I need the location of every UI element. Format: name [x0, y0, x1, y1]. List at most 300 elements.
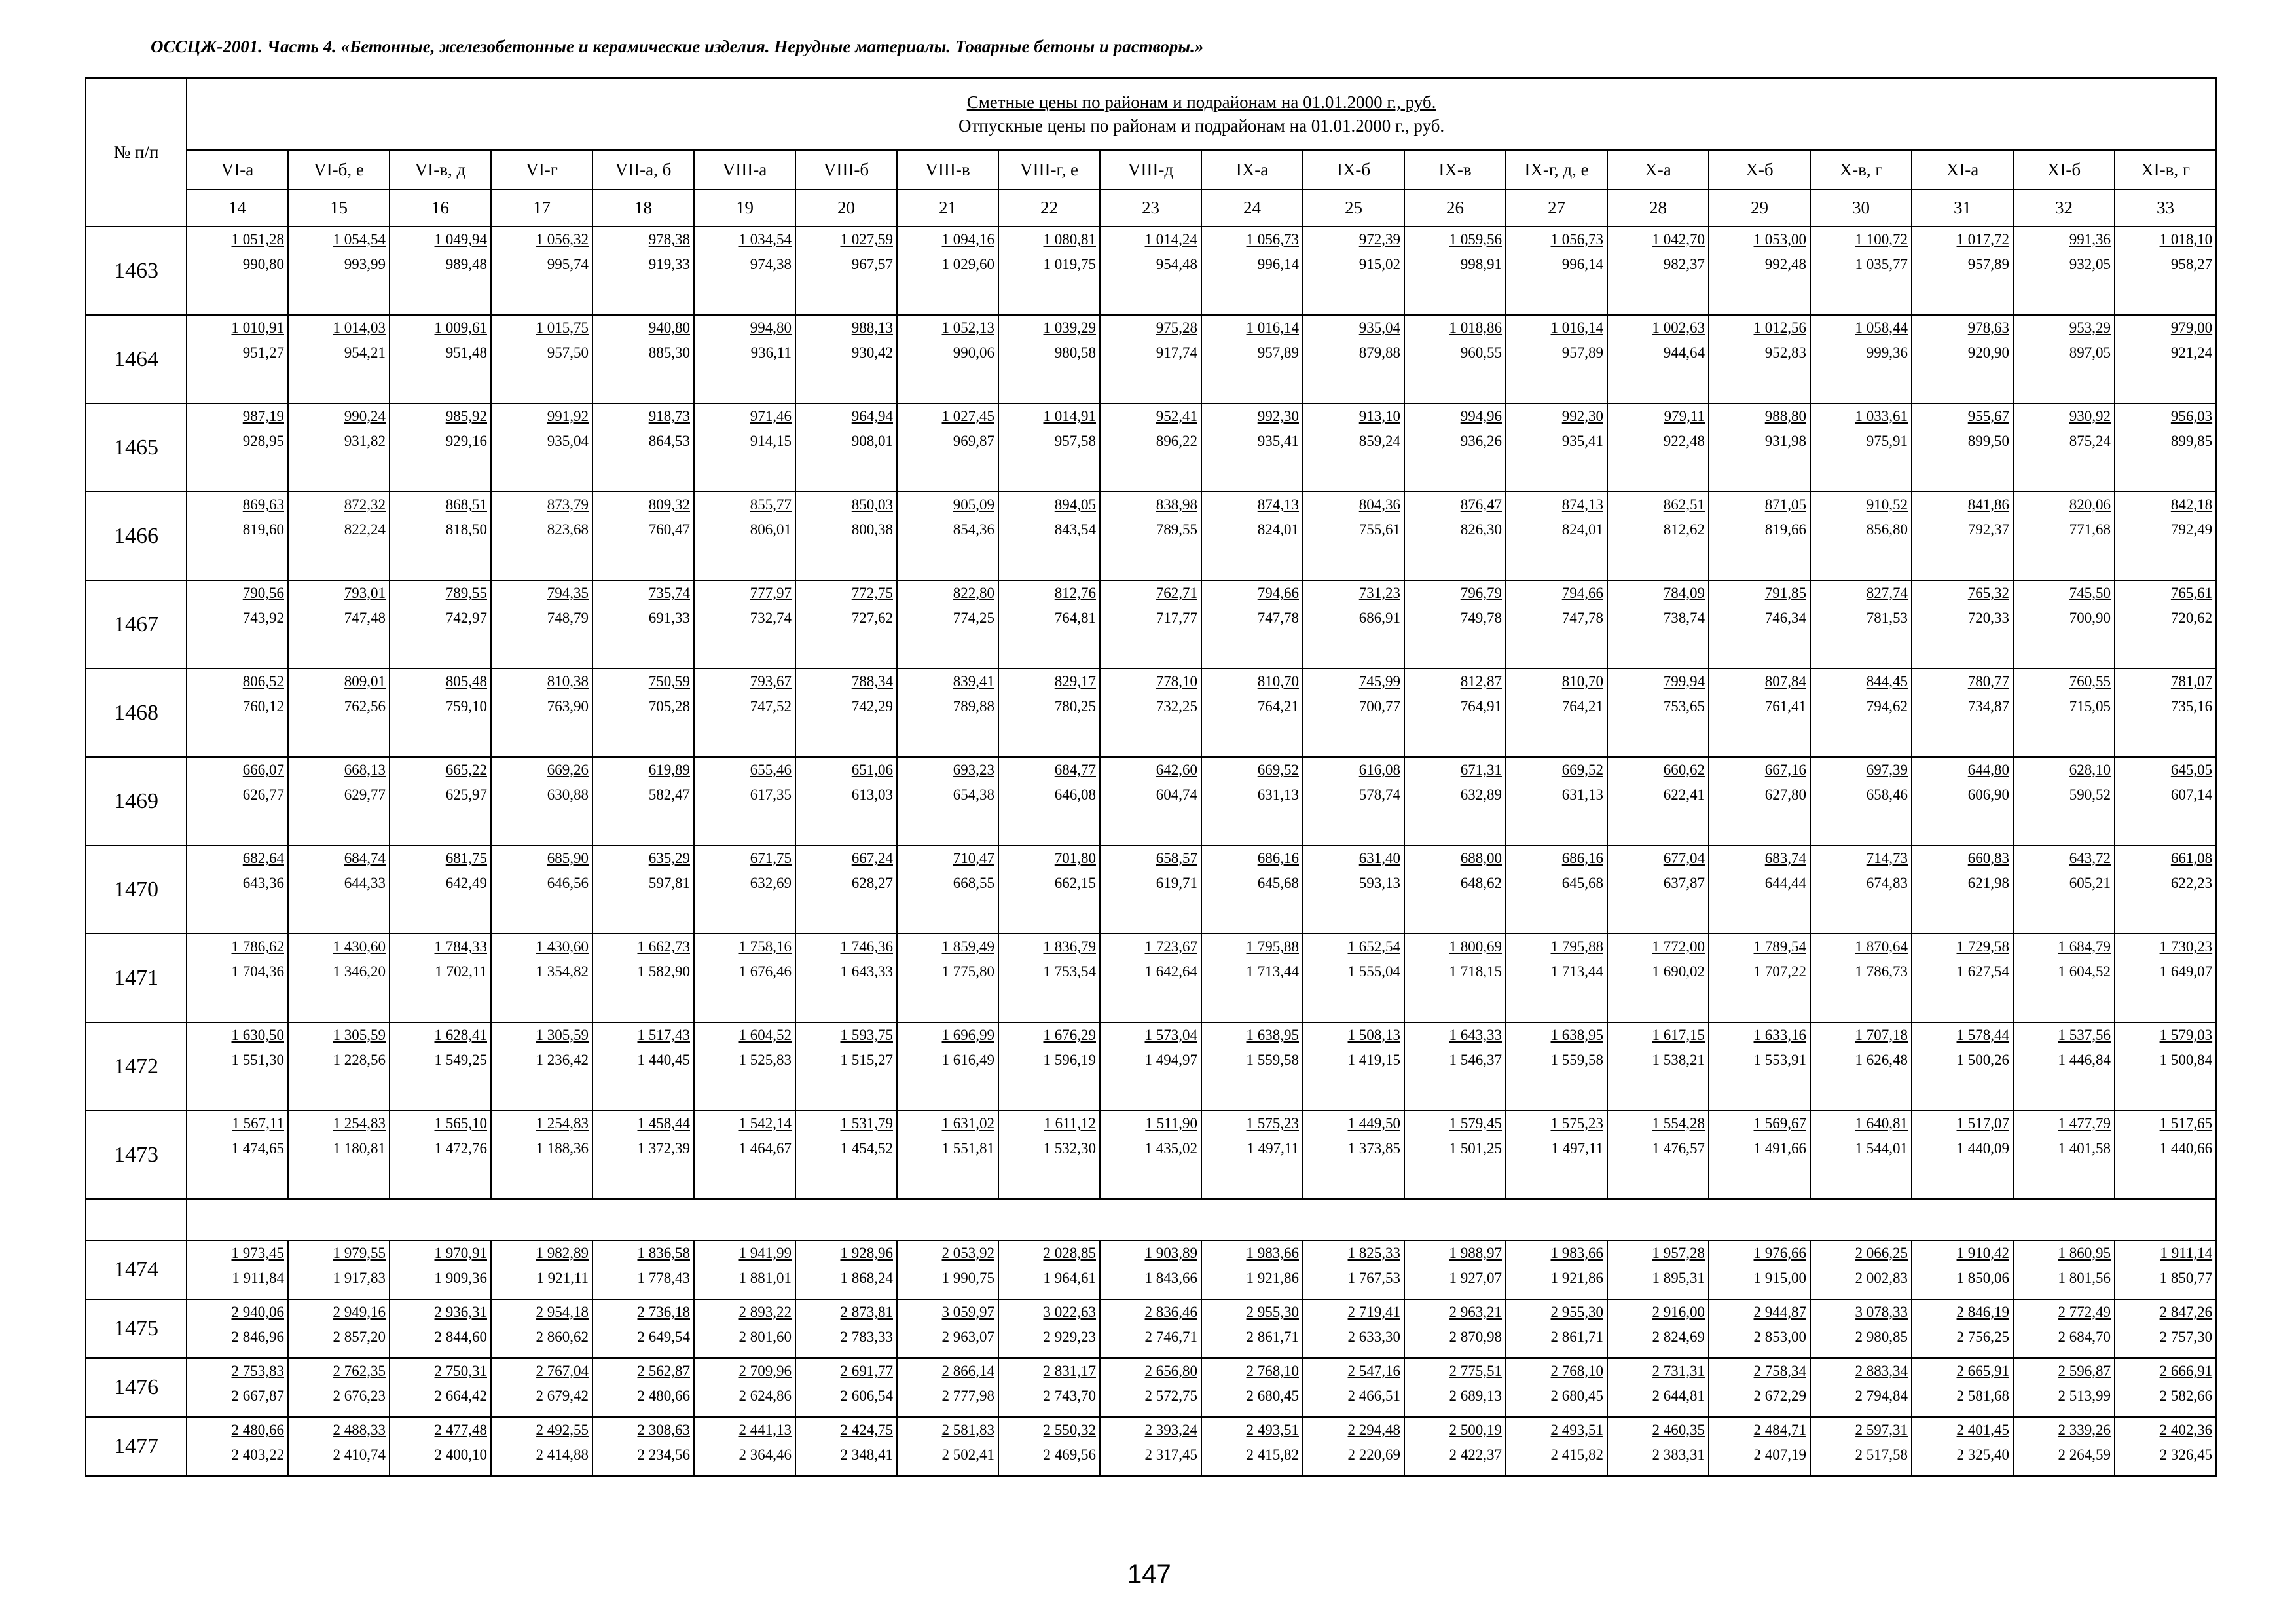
estimated-price: 1 988,97 — [1449, 1245, 1502, 1261]
release-price: 1 964,61 — [1043, 1270, 1096, 1286]
release-price: 1 702,11 — [435, 963, 487, 980]
release-price: 1 786,73 — [1855, 963, 1908, 980]
release-price: 1 649,07 — [2159, 963, 2213, 980]
estimated-price: 794,66 — [1257, 585, 1299, 601]
estimated-price: 1 449,50 — [1347, 1115, 1400, 1132]
price-cell — [491, 934, 592, 1022]
price-cell — [1100, 1240, 1201, 1299]
price-cell — [187, 1358, 288, 1417]
price-cell — [187, 315, 288, 403]
price-cell — [1404, 1240, 1506, 1299]
price-cell — [390, 492, 491, 580]
price-cell — [1303, 227, 1404, 315]
estimated-price: 2 480,66 — [231, 1422, 284, 1438]
price-cell — [1303, 934, 1404, 1022]
price-cell — [390, 227, 491, 315]
price-cell — [1303, 580, 1404, 669]
estimated-price: 697,39 — [1866, 762, 1908, 778]
price-cell — [390, 1022, 491, 1111]
release-price: 1 497,11 — [1247, 1140, 1299, 1156]
estimated-price: 710,47 — [953, 850, 994, 866]
price-cell — [694, 845, 795, 934]
price-cell — [1100, 227, 1201, 315]
estimated-price: 1 631,02 — [941, 1115, 994, 1132]
price-cell — [1607, 315, 1709, 403]
release-price: 2 234,56 — [637, 1447, 690, 1463]
estimated-price: 1 542,14 — [738, 1115, 792, 1132]
estimated-price: 2 597,31 — [1855, 1422, 1908, 1438]
estimated-price: 1 018,10 — [2159, 231, 2213, 248]
estimated-price: 2 066,25 — [1855, 1245, 1908, 1261]
estimated-price: 979,00 — [2170, 320, 2213, 336]
price-cell — [1607, 1111, 1709, 1199]
price-cell — [1912, 403, 2013, 492]
estimated-price: 2 493,51 — [1550, 1422, 1603, 1438]
column-number: 33 — [2115, 189, 2216, 227]
release-price: 2 664,42 — [434, 1388, 487, 1404]
price-cell — [2013, 1111, 2115, 1199]
release-price: 806,01 — [750, 521, 792, 538]
release-price: 928,95 — [242, 433, 284, 449]
price-cell — [2013, 1299, 2115, 1358]
release-price: 915,02 — [1358, 256, 1400, 272]
estimated-price: 1 910,42 — [1956, 1245, 2009, 1261]
price-cell — [1506, 1417, 1607, 1476]
release-price: 1 446,84 — [2058, 1052, 2111, 1068]
price-cell — [187, 227, 288, 315]
estimated-price: 685,90 — [547, 850, 589, 866]
price-cell — [795, 580, 897, 669]
estimated-price: 1 305,59 — [536, 1027, 589, 1043]
region-header: VIII-б — [795, 150, 897, 189]
estimated-price: 2 691,77 — [840, 1363, 893, 1379]
region-header: VI-г — [491, 150, 592, 189]
price-cell — [592, 1111, 694, 1199]
table-row — [86, 845, 2216, 934]
release-price: 749,78 — [1460, 610, 1502, 626]
running-header: ОССЦЖ-2001. Часть 4. «Бетонные, железобетонные и керамические изделия. Нерудные материалы. Товарные бетоны и растворы.» — [151, 37, 1204, 56]
release-price: 2 857,20 — [333, 1329, 386, 1345]
price-cell — [1506, 934, 1607, 1022]
release-price: 607,14 — [2170, 786, 2213, 803]
estimated-price: 1 800,69 — [1449, 938, 1502, 955]
estimated-price: 1 508,13 — [1347, 1027, 1400, 1043]
estimated-price: 2 944,87 — [1753, 1304, 1806, 1320]
release-price: 774,25 — [953, 610, 994, 626]
estimated-price: 1 531,79 — [840, 1115, 893, 1132]
estimated-price: 1 604,52 — [738, 1027, 792, 1043]
estimated-price: 1 652,54 — [1347, 938, 1400, 955]
price-cell — [998, 1240, 1100, 1299]
price-cell — [1303, 757, 1404, 845]
estimated-price: 778,10 — [1156, 673, 1197, 690]
price-cell — [1912, 1299, 2013, 1358]
estimated-price: 940,80 — [648, 320, 690, 336]
price-cell — [1810, 492, 1912, 580]
price-cell — [1709, 1358, 1810, 1417]
estimated-price: 810,70 — [1257, 673, 1299, 690]
release-price: 2 644,81 — [1652, 1388, 1705, 1404]
release-price: 760,47 — [648, 521, 690, 538]
release-price: 2 317,45 — [1144, 1447, 1197, 1463]
column-number: 18 — [592, 189, 694, 227]
price-cell — [1506, 1111, 1607, 1199]
price-cell — [1607, 845, 1709, 934]
estimated-price: 876,47 — [1460, 496, 1502, 513]
release-price: 967,57 — [851, 256, 893, 272]
price-cell — [1100, 1417, 1201, 1476]
price-cell — [694, 1240, 795, 1299]
release-price: 2 002,83 — [1855, 1270, 1908, 1286]
release-price: 1 690,02 — [1652, 963, 1705, 980]
price-cell — [2013, 227, 2115, 315]
price-cell — [1810, 845, 1912, 934]
price-cell — [288, 1417, 390, 1476]
price-cell — [1201, 315, 1303, 403]
release-price: 1 921,86 — [1246, 1270, 1299, 1286]
release-price: 960,55 — [1460, 344, 1502, 361]
price-cell — [897, 580, 998, 669]
price-cell — [1810, 227, 1912, 315]
estimated-price: 2 731,31 — [1652, 1363, 1705, 1379]
estimated-price: 1 517,65 — [2159, 1115, 2213, 1132]
estimated-price: 990,24 — [344, 408, 386, 424]
release-price: 896,22 — [1156, 433, 1197, 449]
price-cell — [795, 315, 897, 403]
release-price: 691,33 — [648, 610, 690, 626]
estimated-price: 665,22 — [445, 762, 487, 778]
estimated-price: 2 709,96 — [738, 1363, 792, 1379]
price-cell — [2013, 1417, 2115, 1476]
estimated-price: 1 010,91 — [231, 320, 284, 336]
release-price: 1 718,15 — [1449, 963, 1502, 980]
estimated-price: 793,01 — [344, 585, 386, 601]
price-cell — [1709, 492, 1810, 580]
column-number: 23 — [1100, 189, 1201, 227]
price-cell — [1506, 580, 1607, 669]
release-price: 746,34 — [1764, 610, 1806, 626]
release-price: 662,15 — [1054, 875, 1096, 891]
release-price: 2 326,45 — [2159, 1447, 2213, 1463]
price-cell — [1100, 757, 1201, 845]
release-price: 932,05 — [2069, 256, 2111, 272]
release-price: 969,87 — [953, 433, 994, 449]
estimated-price: 667,16 — [1764, 762, 1806, 778]
estimated-price: 2 460,35 — [1652, 1422, 1705, 1438]
estimated-price: 809,32 — [648, 496, 690, 513]
table-row — [86, 315, 2216, 403]
estimated-price: 2 768,10 — [1246, 1363, 1299, 1379]
price-cell — [795, 669, 897, 757]
price-cell — [1201, 845, 1303, 934]
estimated-price: 3 059,97 — [941, 1304, 994, 1320]
estimated-price: 790,56 — [242, 585, 284, 601]
release-price: 843,54 — [1054, 521, 1096, 538]
release-price: 626,77 — [242, 786, 284, 803]
release-price: 627,80 — [1764, 786, 1806, 803]
release-price: 1 627,54 — [1956, 963, 2009, 980]
release-price: 2 581,68 — [1956, 1388, 2009, 1404]
price-cell — [694, 227, 795, 315]
estimated-price: 1 014,24 — [1144, 231, 1197, 248]
release-price: 826,30 — [1460, 521, 1502, 538]
price-cell — [1912, 1022, 2013, 1111]
release-price: 1 346,20 — [333, 963, 386, 980]
row-number: 1471 — [86, 934, 187, 1022]
estimated-price: 812,87 — [1460, 673, 1502, 690]
price-cell — [897, 1022, 998, 1111]
release-price: 781,53 — [1866, 610, 1908, 626]
release-price: 992,48 — [1764, 256, 1806, 272]
release-price: 2 861,71 — [1550, 1329, 1603, 1345]
column-number: 28 — [1607, 189, 1709, 227]
estimated-price: 651,06 — [851, 762, 893, 778]
estimated-price: 1 477,79 — [2058, 1115, 2111, 1132]
price-cell — [1404, 1299, 1506, 1358]
column-number: 30 — [1810, 189, 1912, 227]
release-price: 1 927,07 — [1449, 1270, 1502, 1286]
release-price: 1 753,54 — [1043, 963, 1096, 980]
price-cell — [1404, 1022, 1506, 1111]
row-number: 1476 — [86, 1358, 187, 1417]
price-cell — [694, 1111, 795, 1199]
release-price: 914,15 — [750, 433, 792, 449]
release-price: 700,90 — [2069, 610, 2111, 626]
price-cell — [1810, 1299, 1912, 1358]
column-number: 27 — [1506, 189, 1607, 227]
estimated-price: 1 640,81 — [1855, 1115, 1908, 1132]
estimated-price: 1 859,49 — [941, 938, 994, 955]
release-price: 2 783,33 — [840, 1329, 893, 1345]
estimated-price: 784,09 — [1663, 585, 1705, 601]
release-price: 621,98 — [1967, 875, 2009, 891]
release-price: 2 929,23 — [1043, 1329, 1096, 1345]
estimated-price: 871,05 — [1764, 496, 1806, 513]
column-number: 29 — [1709, 189, 1810, 227]
region-header: VI-б, е — [288, 150, 390, 189]
row-number: 1466 — [86, 492, 187, 580]
release-price: 762,56 — [344, 698, 386, 714]
estimated-price: 955,67 — [1967, 408, 2009, 424]
estimated-price: 862,51 — [1663, 496, 1705, 513]
release-price: 590,52 — [2069, 786, 2111, 803]
release-price: 644,44 — [1764, 875, 1806, 891]
price-cell — [1404, 227, 1506, 315]
price-cell — [1810, 1358, 1912, 1417]
estimated-price: 839,41 — [953, 673, 994, 690]
estimated-price: 1 033,61 — [1855, 408, 1908, 424]
price-cell — [491, 403, 592, 492]
table-row — [86, 580, 2216, 669]
num-column-header: № п/п — [86, 78, 187, 227]
release-price: 2 410,74 — [333, 1447, 386, 1463]
release-price: 632,89 — [1460, 786, 1502, 803]
estimated-price: 781,07 — [2170, 673, 2213, 690]
price-cell — [897, 227, 998, 315]
estimated-price: 660,83 — [1967, 850, 2009, 866]
release-price: 2 633,30 — [1347, 1329, 1400, 1345]
estimated-price: 2 866,14 — [941, 1363, 994, 1379]
estimated-price: 1 012,56 — [1753, 320, 1806, 336]
price-cell — [491, 757, 592, 845]
price-cell — [1201, 403, 1303, 492]
column-number: 20 — [795, 189, 897, 227]
estimated-price: 1 903,89 — [1144, 1245, 1197, 1261]
estimated-price: 1 059,56 — [1449, 231, 1502, 248]
release-price: 732,74 — [750, 610, 792, 626]
price-cell — [288, 1111, 390, 1199]
price-cell — [1912, 1358, 2013, 1417]
estimated-price: 812,76 — [1054, 585, 1096, 601]
estimated-price: 750,59 — [648, 673, 690, 690]
release-price: 1 704,36 — [231, 963, 284, 980]
column-number: 32 — [2013, 189, 2115, 227]
release-price: 742,29 — [851, 698, 893, 714]
estimated-price: 850,03 — [851, 496, 893, 513]
estimated-price: 1 002,63 — [1652, 320, 1705, 336]
price-cell — [1607, 1358, 1709, 1417]
estimated-price: 780,77 — [1967, 673, 2009, 690]
release-price: 2 480,66 — [637, 1388, 690, 1404]
release-price: 996,14 — [1561, 256, 1603, 272]
release-price: 743,92 — [242, 610, 284, 626]
price-cell — [1100, 403, 1201, 492]
price-cell — [1201, 1417, 1303, 1476]
estimated-price: 841,86 — [1967, 496, 2009, 513]
release-price: 935,41 — [1257, 433, 1299, 449]
estimated-price: 2 665,91 — [1956, 1363, 2009, 1379]
estimated-price: 1 027,59 — [840, 231, 893, 248]
price-cell — [1810, 1111, 1912, 1199]
price-cell — [1607, 757, 1709, 845]
estimated-price: 1 009,61 — [434, 320, 487, 336]
estimated-price: 827,74 — [1866, 585, 1908, 601]
release-price: 747,78 — [1561, 610, 1603, 626]
release-price: 792,37 — [1967, 521, 2009, 538]
release-price: 812,62 — [1663, 521, 1705, 538]
estimated-price: 1 080,81 — [1043, 231, 1096, 248]
estimated-price: 684,74 — [344, 850, 386, 866]
estimated-price: 810,70 — [1561, 673, 1603, 690]
estimated-price: 972,39 — [1358, 231, 1400, 248]
price-cell — [288, 315, 390, 403]
estimated-price: 2 500,19 — [1449, 1422, 1502, 1438]
release-price: 990,80 — [242, 256, 284, 272]
price-cell — [491, 227, 592, 315]
region-header: X-а — [1607, 150, 1709, 189]
price-cell — [592, 492, 694, 580]
estimated-price: 1 928,96 — [840, 1245, 893, 1261]
estimated-price: 2 873,81 — [840, 1304, 893, 1320]
price-cell — [187, 934, 288, 1022]
price-cell — [187, 669, 288, 757]
estimated-price: 1 254,83 — [536, 1115, 589, 1132]
release-price: 658,46 — [1866, 786, 1908, 803]
estimated-price: 1 795,88 — [1246, 938, 1299, 955]
price-cell — [1709, 845, 1810, 934]
estimated-price: 1 979,55 — [333, 1245, 386, 1261]
release-price: 643,36 — [242, 875, 284, 891]
release-price: 1 553,91 — [1753, 1052, 1806, 1068]
release-price: 632,69 — [750, 875, 792, 891]
release-price: 686,91 — [1358, 610, 1400, 626]
release-price: 2 680,45 — [1550, 1388, 1603, 1404]
estimated-price: 1 628,41 — [434, 1027, 487, 1043]
release-price: 989,48 — [445, 256, 487, 272]
estimated-price: 669,26 — [547, 762, 589, 778]
estimated-price: 642,60 — [1156, 762, 1197, 778]
price-cell — [694, 934, 795, 1022]
estimated-price: 2 767,04 — [536, 1363, 589, 1379]
release-price: 1 472,76 — [434, 1140, 487, 1156]
release-price: 2 606,54 — [840, 1388, 893, 1404]
release-price: 917,74 — [1156, 344, 1197, 361]
release-price: 1 917,83 — [333, 1270, 386, 1286]
price-cell — [592, 757, 694, 845]
release-price: 1 180,81 — [333, 1140, 386, 1156]
price-cell — [1201, 1022, 1303, 1111]
estimated-price: 978,63 — [1967, 320, 2009, 336]
price-cell — [1810, 403, 1912, 492]
estimated-price: 3 078,33 — [1855, 1304, 1908, 1320]
release-price: 1 372,39 — [637, 1140, 690, 1156]
price-cell — [2115, 845, 2216, 934]
price-cell — [1912, 1111, 2013, 1199]
table-row — [86, 1417, 2216, 1476]
release-price: 2 756,25 — [1956, 1329, 2009, 1345]
release-price: 738,74 — [1663, 610, 1705, 626]
estimated-price: 1 042,70 — [1652, 231, 1705, 248]
estimated-price: 2 493,51 — [1246, 1422, 1299, 1438]
price-cell — [1404, 845, 1506, 934]
estimated-price: 1 676,29 — [1043, 1027, 1096, 1043]
release-price: 954,21 — [344, 344, 386, 361]
price-cell — [1912, 492, 2013, 580]
estimated-price: 1 554,28 — [1652, 1115, 1705, 1132]
price-cell — [491, 580, 592, 669]
estimated-price: 987,19 — [242, 408, 284, 424]
estimated-price: 869,63 — [242, 496, 284, 513]
estimated-price: 1 014,03 — [333, 320, 386, 336]
estimated-price: 2 666,91 — [2159, 1363, 2213, 1379]
release-price: 763,90 — [547, 698, 589, 714]
region-header: XI-в, г — [2115, 150, 2216, 189]
release-price: 761,41 — [1764, 698, 1806, 714]
price-cell — [998, 934, 1100, 1022]
estimated-price: 1 056,32 — [536, 231, 589, 248]
price-cell — [1201, 1111, 1303, 1199]
release-price: 957,50 — [547, 344, 589, 361]
release-price: 2 963,07 — [941, 1329, 994, 1345]
table-row — [86, 934, 2216, 1022]
price-cell — [390, 315, 491, 403]
estimated-price: 988,13 — [851, 320, 893, 336]
estimated-price: 796,79 — [1460, 585, 1502, 601]
price-cell — [1303, 492, 1404, 580]
price-cell — [1100, 580, 1201, 669]
release-price: 630,88 — [547, 786, 589, 803]
estimated-price: 1 569,67 — [1753, 1115, 1806, 1132]
estimated-price: 628,10 — [2069, 762, 2111, 778]
release-price: 2 513,99 — [2058, 1388, 2111, 1404]
release-price: 1 843,66 — [1144, 1270, 1197, 1286]
release-price: 1 544,01 — [1855, 1140, 1908, 1156]
estimated-price: 1 053,00 — [1753, 231, 1806, 248]
estimated-price: 1 575,23 — [1550, 1115, 1603, 1132]
release-price: 2 746,71 — [1144, 1329, 1197, 1345]
price-cell — [1709, 669, 1810, 757]
price-cell — [2013, 1240, 2115, 1299]
